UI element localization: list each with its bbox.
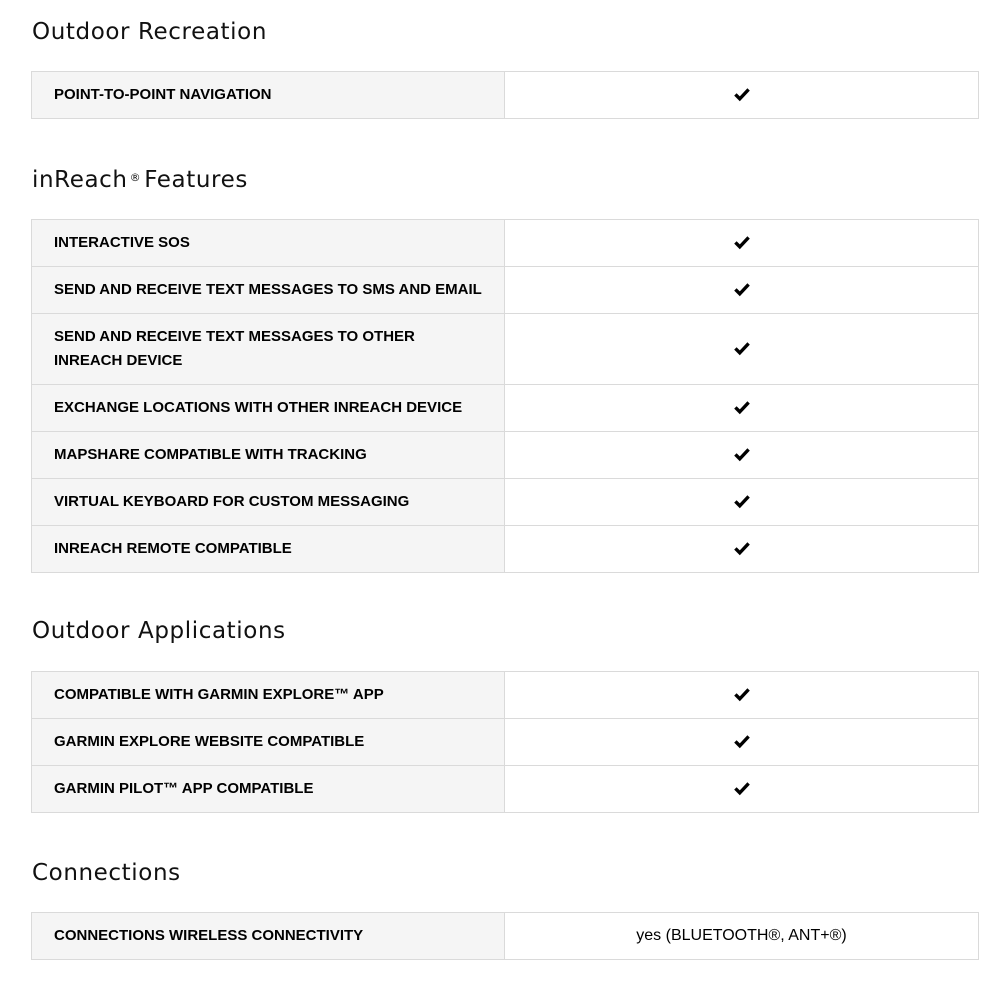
spec-label: EXCHANGE LOCATIONS WITH OTHER INREACH DEVICE (32, 385, 505, 432)
table-row (32, 479, 979, 526)
table-row (32, 766, 979, 813)
spec-label: CONNECTIONS WIRELESS CONNECTIVITY (32, 913, 505, 960)
table-row (32, 913, 979, 960)
checkmark-icon (733, 400, 751, 416)
section-title: Outdoor Recreation (32, 19, 268, 45)
checkmark-icon (733, 734, 751, 750)
checkmark-icon (733, 341, 751, 357)
checkmark-icon (733, 781, 751, 797)
section-title (32, 166, 248, 194)
spec-label: GARMIN PILOT™ APP COMPATIBLE (32, 766, 505, 813)
checkmark-icon (733, 687, 751, 703)
spec-label: VIRTUAL KEYBOARD FOR CUSTOM MESSAGING (32, 479, 505, 526)
spec-value (505, 479, 979, 526)
spec-table (31, 912, 979, 960)
spec-value: yes (BLUETOOTH®, ANT+®) (505, 913, 979, 960)
table-row (32, 432, 979, 479)
spec-value (505, 766, 979, 813)
spec-table (31, 671, 979, 813)
spec-label: MAPSHARE COMPATIBLE WITH TRACKING (32, 432, 505, 479)
section-title-rest: Features (144, 167, 248, 193)
table-row (32, 526, 979, 573)
table-row (32, 72, 979, 119)
registered-mark: ® (129, 171, 142, 184)
spec-table (31, 71, 979, 119)
spec-label: GARMIN EXPLORE WEBSITE COMPATIBLE (32, 719, 505, 766)
table-row (32, 719, 979, 766)
spec-value (505, 314, 979, 385)
spec-label: COMPATIBLE WITH GARMIN EXPLORE™ APP (32, 672, 505, 719)
spec-table (31, 219, 979, 573)
spec-label: SEND AND RECEIVE TEXT MESSAGES TO OTHER INREACH DEVICE (32, 314, 505, 385)
checkmark-icon (733, 541, 751, 557)
spec-value (505, 267, 979, 314)
checkmark-icon (733, 494, 751, 510)
checkmark-icon (733, 447, 751, 463)
table-row (32, 385, 979, 432)
spec-value (505, 220, 979, 267)
table-row (32, 220, 979, 267)
section-title: Connections (32, 860, 181, 886)
spec-value (505, 72, 979, 119)
spec-label: INTERACTIVE SOS (32, 220, 505, 267)
checkmark-icon (733, 282, 751, 298)
table-row (32, 672, 979, 719)
spec-label: POINT-TO-POINT NAVIGATION (32, 72, 505, 119)
section-title-main: inReach (32, 167, 128, 193)
spec-value (505, 526, 979, 573)
spec-value (505, 719, 979, 766)
spec-value (505, 432, 979, 479)
checkmark-icon (733, 235, 751, 251)
table-row (32, 267, 979, 314)
table-row (32, 314, 979, 385)
spec-label: SEND AND RECEIVE TEXT MESSAGES TO SMS AND EMAIL (32, 267, 505, 314)
spec-label: INREACH REMOTE COMPATIBLE (32, 526, 505, 573)
spec-value (505, 385, 979, 432)
section-title: Outdoor Applications (32, 618, 286, 644)
checkmark-icon (733, 87, 751, 103)
spec-value (505, 672, 979, 719)
